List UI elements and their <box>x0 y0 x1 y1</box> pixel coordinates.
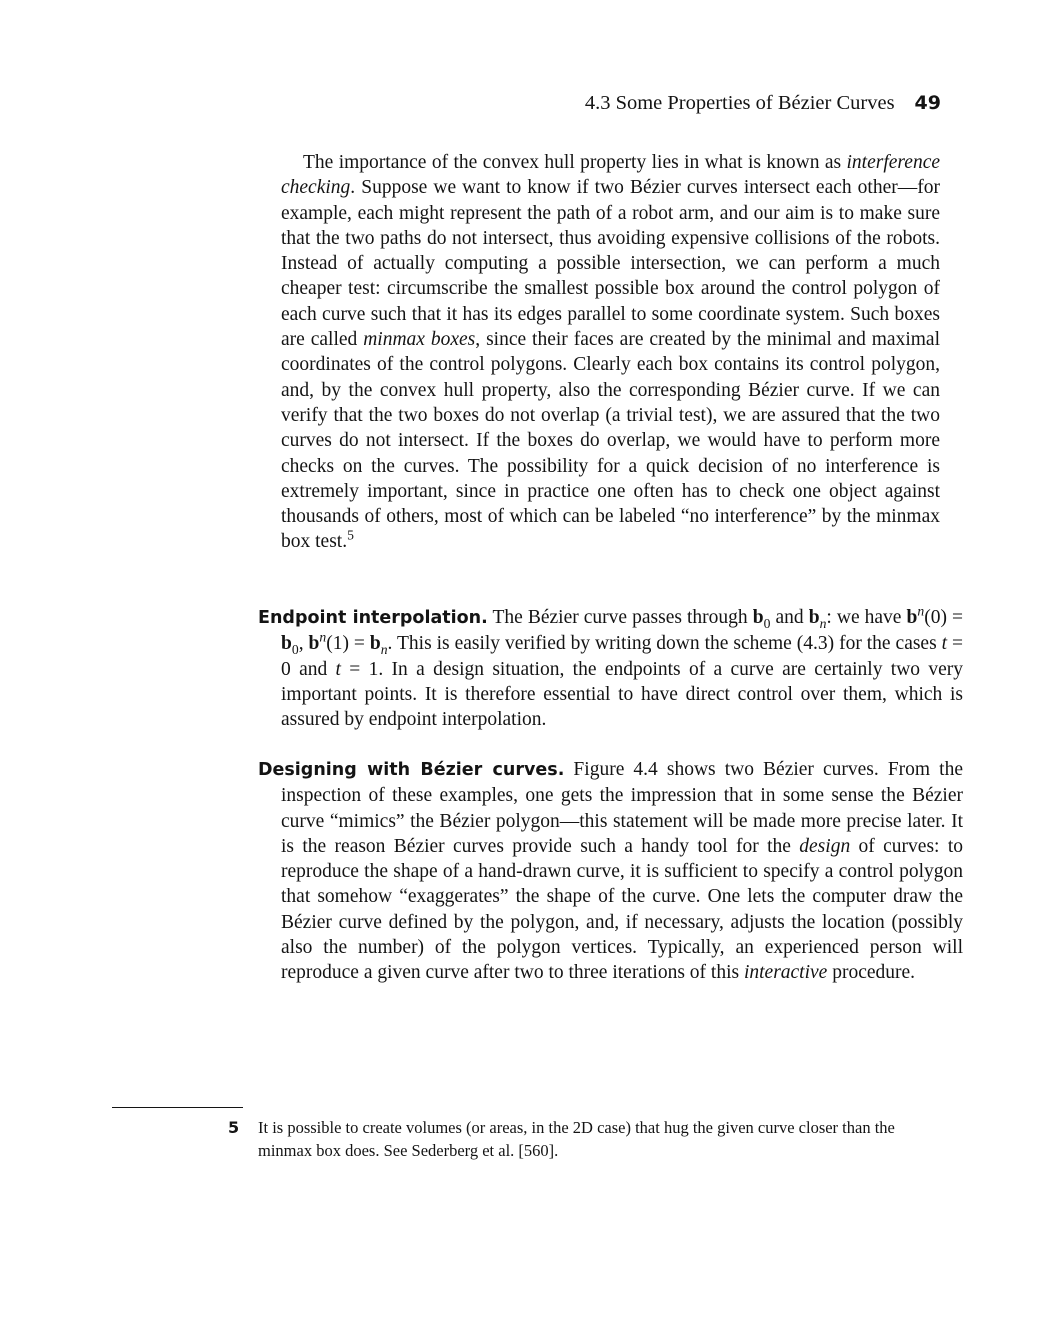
footnote-mark: 5 <box>228 1118 240 1137</box>
text-run: . This is easily verified by writing down the scheme (4.3) for the cases <box>387 633 942 655</box>
footnote <box>228 1116 940 1162</box>
math-symbol: b <box>906 607 918 628</box>
paragraph-designing-bezier <box>258 757 963 986</box>
math-symbol: b <box>369 633 381 655</box>
math-subscript: 0 <box>291 642 299 658</box>
emphasis-minmax-boxes: minmax boxes <box>363 329 476 351</box>
running-title: 4.3 Some Properties of Bézier Curves <box>584 92 895 114</box>
math-subscript: n <box>380 642 388 658</box>
running-head <box>420 92 941 115</box>
math-variable: t <box>941 633 948 655</box>
math-text: (0) = <box>924 607 964 628</box>
math-text: (1) = <box>326 633 370 655</box>
text-run: , since their faces are created by the minimal and maximal coordinates of the control polygons. Clearly each box contains its control polygon, and, by the convex hull property, also the corresponding Bézier curve. If we can verify that the two boxes do not overlap (a trivial test), we are assured that the two curves do not intersect. If the boxes do overlap, we would have to perform more checks on the curves. The possibility for a quick decision of no interference is extremely important, since in practice one often has to check one object against thousands of others, most of which can be labeled “no interference” by the minmax box test. <box>281 329 940 553</box>
text-run: procedure. <box>827 962 916 984</box>
text-run: Figure 4.4 shows two Bézier curves. From the inspection of these examples, one gets the impression that in some sense the Bézier curve “mimics” the Bézier polygon—this statement will be made more precise later. It is the reason Bézier curves provide such a handy tool for the <box>281 759 963 857</box>
math-symbol: b <box>808 607 820 628</box>
math-subscript: 0 <box>763 615 771 631</box>
math-symbol: b <box>752 607 764 628</box>
math-symbol: b <box>281 633 292 655</box>
text-run: = 1. In a design situation, the endpoints of a curve are certainly two very important points. It is therefore essential to have direct control over them, which is assured by endpoint interpolation. <box>281 658 963 731</box>
text-run: . Suppose we want to know if two Bézier curves intersect each other—for example, each might represent the path of a robot arm, and our aim is to make sure that the two paths do not intersect, thus avoiding expensive collisions of the robots. Instead of actually computing a possible intersection, we can perform a much cheaper test: circumscribe the smallest possible box around the control polygon of each curve such that it has its edges parallel to some coordinate system. Such boxes are called <box>281 177 940 351</box>
text-run: and <box>770 607 809 628</box>
math-superscript: n <box>917 603 925 619</box>
text-run: The Bézier curve passes through <box>487 607 753 628</box>
text-run: The importance of the convex hull property lies in what is known as <box>303 152 847 173</box>
math-text: = 0 and <box>281 633 963 680</box>
math-subscript: n <box>819 615 827 631</box>
math-superscript: n <box>319 629 327 645</box>
math-text: , <box>298 633 309 655</box>
emphasis-interference-checking: interference checking <box>281 152 940 199</box>
run-in-heading: Designing with Bézier curves. <box>258 760 565 780</box>
footnote-rule <box>112 1107 243 1108</box>
footnote-text: It is possible to create volumes (or areas, in the 2D case) that hug the given curve closer than the minmax box does. See Sederberg et al. [560]. <box>258 1118 895 1160</box>
paragraph-endpoint-interpolation <box>258 605 963 732</box>
math-symbol: b <box>308 633 320 655</box>
run-in-heading: Endpoint interpolation. <box>258 608 488 628</box>
math-variable: t <box>335 658 341 680</box>
footnote-reference[interactable]: 5 <box>347 527 354 543</box>
emphasis-interactive: interactive <box>743 962 828 984</box>
emphasis-design: design <box>799 835 851 857</box>
text-run: : we have <box>826 607 907 628</box>
text-run: of curves: to reproduce the shape of a hand-drawn curve, it is sufficient to specify a control polygon that somehow “exaggerates” the shape of the curve. One lets the computer draw the Bézier curve defined by the polygon, and, if necessary, adjusts the location (possibly also the number) of the polygon vertices. Typically, an experienced person will reproduce a given curve after two to three iterations of this <box>281 835 963 984</box>
paragraph-convex-hull <box>281 150 940 555</box>
page-number: 49 <box>914 92 941 114</box>
